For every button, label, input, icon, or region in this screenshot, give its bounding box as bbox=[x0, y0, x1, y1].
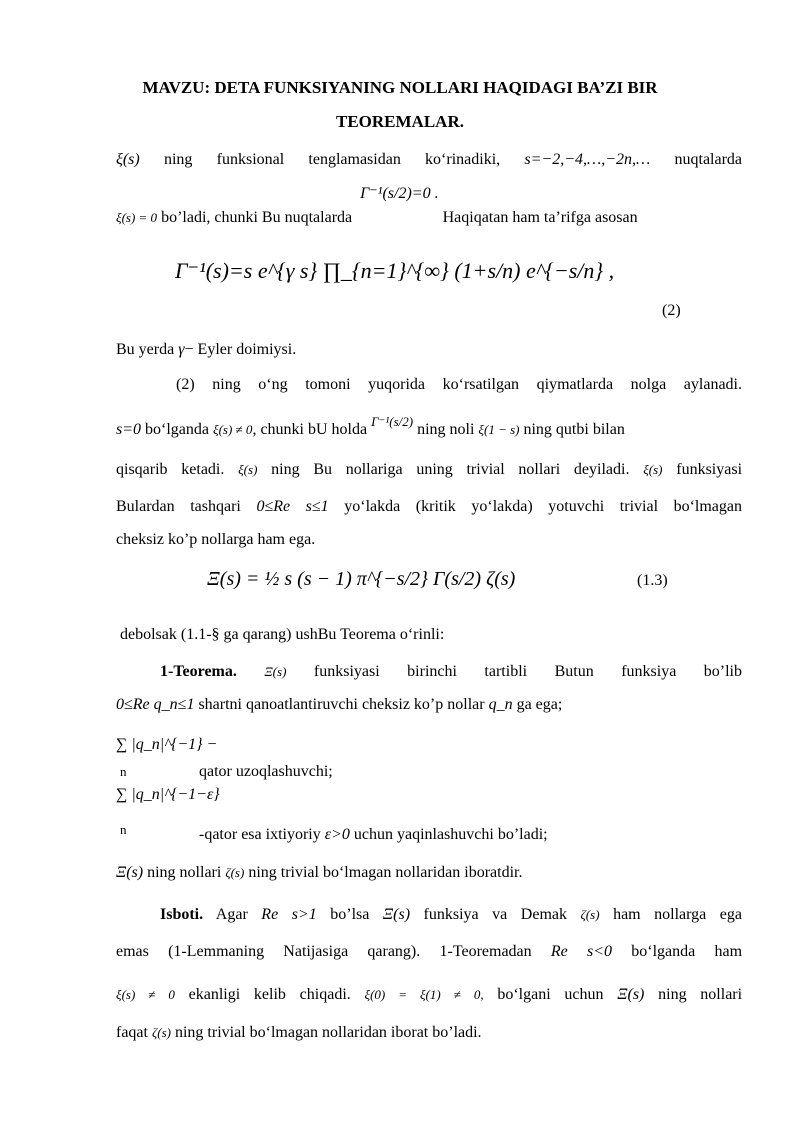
text-span: bo’lsa bbox=[330, 906, 370, 923]
paragraph-line bbox=[199, 825, 800, 845]
text-span: qisqarib ketadi. bbox=[116, 461, 225, 478]
equation-1-3: Ξ(s) = ½ s (s − 1) π^{−s/2} Γ(s/2) ζ(s) bbox=[207, 568, 516, 590]
text-span: -qator esa ixtiyoriy bbox=[199, 826, 321, 843]
paragraph-line bbox=[120, 625, 746, 645]
text-span: emas (1-Lemmaning Natijasiga qarang). 1-Teoremadan bbox=[116, 943, 532, 960]
paragraph-line bbox=[116, 150, 742, 170]
text-span: ning trivial bo‘lmagan nollaridan iborat bo’ladi. bbox=[174, 1024, 482, 1041]
paragraph-line bbox=[176, 375, 742, 395]
math-zeta: ζ(s) bbox=[151, 1025, 171, 1040]
text-span: ning Bu nollariga uning trivial nollari deyiladi. bbox=[271, 461, 630, 478]
text-span: nuqtalarda bbox=[674, 151, 743, 168]
text-span: Agar bbox=[215, 906, 248, 923]
paragraph-line bbox=[116, 340, 742, 360]
math-sum: ∑ |q_n|^{−1} − bbox=[116, 736, 218, 753]
math-xi-one-minus-s: ξ(1 − s) bbox=[478, 422, 520, 437]
math-xi: Ξ(s) bbox=[617, 986, 645, 1003]
text-span: ekanligi kelib chiqadi. bbox=[188, 986, 351, 1003]
text-span: uchun yaqinlashuvchi bo’ladi; bbox=[353, 826, 548, 843]
math-s-zero: s=0 bbox=[116, 421, 142, 438]
math-xi: Ξ(s) bbox=[382, 906, 411, 923]
paragraph-line bbox=[116, 695, 742, 715]
paragraph-line bbox=[116, 414, 742, 440]
math-condition: 0≤Re q_n≤1 bbox=[116, 696, 195, 713]
text-span: bo‘lganda bbox=[145, 421, 210, 438]
theorem-label: 1-Teorema. bbox=[160, 663, 237, 680]
proof-label: Isboti. bbox=[160, 906, 204, 923]
sum-index: n bbox=[120, 764, 127, 779]
text-span: funksiyasi bbox=[676, 461, 743, 478]
sum-index: n bbox=[120, 822, 127, 837]
math-xi-s: ξ(s) bbox=[116, 151, 140, 168]
text-span: ning noli bbox=[417, 421, 475, 438]
text-span: bo‘lgani uchun bbox=[497, 986, 604, 1003]
sum-formula-2 bbox=[116, 785, 742, 805]
title-line-1: MAVZU: DETA FUNKSIYANING NOLLARI HAQIDAGI BA’ZI BIR bbox=[142, 78, 658, 97]
math-condition: Re s<0 bbox=[550, 943, 613, 960]
math-xi-nonzero: ξ(s) ≠ 0 bbox=[213, 422, 253, 437]
text-span: Haqiqatan ham ta’rifga asosan bbox=[442, 209, 638, 226]
text-span: Bu yerda bbox=[116, 341, 175, 358]
paragraph-line bbox=[116, 497, 742, 517]
text-span: qator uzoqlashuvchi; bbox=[199, 763, 333, 780]
equation-2: Γ⁻¹(s)=s e^{γ s} ∏_{n=1}^{∞} (1+s/n) e^{−s/n} , bbox=[175, 258, 615, 283]
math-xi: ξ(s) bbox=[238, 462, 258, 477]
paragraph-line bbox=[199, 762, 800, 782]
text-span: shartni qanoatlantiruvchi cheksiz ko’p nollar bbox=[198, 696, 485, 713]
math-xi-zero: ξ(s) = 0 bbox=[116, 210, 158, 225]
math-xi: ξ(s) bbox=[643, 462, 663, 477]
math-gamma-half: Γ⁻¹(s/2) bbox=[371, 414, 414, 429]
text-span: ham nollarga ega bbox=[613, 906, 743, 923]
text-span: ning nollari bbox=[658, 986, 743, 1003]
math-condition: Re s>1 bbox=[261, 906, 317, 923]
sum-formula-1 bbox=[116, 735, 742, 755]
text-span: ning trivial bo‘lmagan nollaridan iboratdir. bbox=[248, 864, 523, 881]
text-span: ga ega; bbox=[516, 696, 563, 713]
equation-number-2: (2) bbox=[662, 302, 681, 319]
paragraph-line bbox=[116, 185, 742, 228]
math-xi: Ξ(s) bbox=[264, 664, 287, 679]
math-sum: ∑ |q_n|^{−1−ε} bbox=[116, 786, 220, 803]
paragraph-line bbox=[116, 460, 742, 480]
text-span: ning nollari bbox=[147, 864, 222, 881]
math-xi: Ξ(s) bbox=[116, 864, 144, 881]
math-gamma: γ bbox=[178, 341, 185, 358]
text-span: cheksiz ko’p nollarga ham ega. bbox=[116, 531, 316, 548]
math-critical-strip: 0≤Re s≤1 bbox=[256, 498, 329, 515]
paragraph-line bbox=[116, 530, 742, 550]
text-span: , chunki bU holda bbox=[252, 421, 368, 438]
math-qn: q_n bbox=[488, 696, 513, 713]
text-span: (2) ning o‘ng tomoni yuqorida ko‘rsatilgan qiymatlarda nolga aylanadi. bbox=[176, 376, 742, 393]
math-xi-nonzero: ξ(s) ≠ 0 bbox=[116, 987, 175, 1002]
paragraph-line bbox=[116, 942, 742, 962]
text-span: bo‘lganda ham bbox=[631, 943, 743, 960]
math-epsilon: ε>0 bbox=[324, 826, 350, 843]
text-span: ning funksional tenglamasidan ko‘rinadiki, bbox=[163, 151, 501, 168]
text-span: − Eyler doimiysi. bbox=[184, 341, 297, 358]
text-span: faqat bbox=[116, 1024, 148, 1041]
text-span: bo’ladi, chunki Bu nuqtalarda bbox=[161, 209, 353, 226]
paragraph-line bbox=[116, 985, 742, 1005]
math-zeta: ζ(s) bbox=[580, 907, 600, 922]
text-span: funksiya va Demak bbox=[423, 906, 568, 923]
text-span: funksiyasi birinchi tartibli Butun funksiya bo’lib bbox=[313, 663, 743, 680]
paragraph-line bbox=[116, 1023, 742, 1043]
math-zeta: ζ(s) bbox=[225, 865, 245, 880]
math-xi-values: ξ(0) = ξ(1) ≠ 0, bbox=[364, 987, 484, 1002]
math-points: s=−2,−4,…,−2n,… bbox=[524, 151, 651, 168]
paragraph-line bbox=[160, 905, 742, 925]
title-line-2: TEOREMALAR. bbox=[336, 112, 464, 131]
text-span: debolsak (1.1-§ ga qarang) ushBu Teorema o‘rinli: bbox=[120, 626, 445, 643]
text-span: ning qutbi bilan bbox=[523, 421, 625, 438]
text-span: yo‘lakda (kritik yo‘lakda) yotuvchi trivial bo‘lmagan bbox=[344, 498, 743, 515]
equation-number-1-3: (1.3) bbox=[637, 572, 668, 589]
math-gamma-condition: Γ⁻¹(s/2)=0 . bbox=[360, 185, 439, 202]
paragraph-line bbox=[160, 662, 742, 682]
text-span: Bulardan tashqari bbox=[116, 498, 241, 515]
paragraph-line bbox=[116, 863, 742, 883]
